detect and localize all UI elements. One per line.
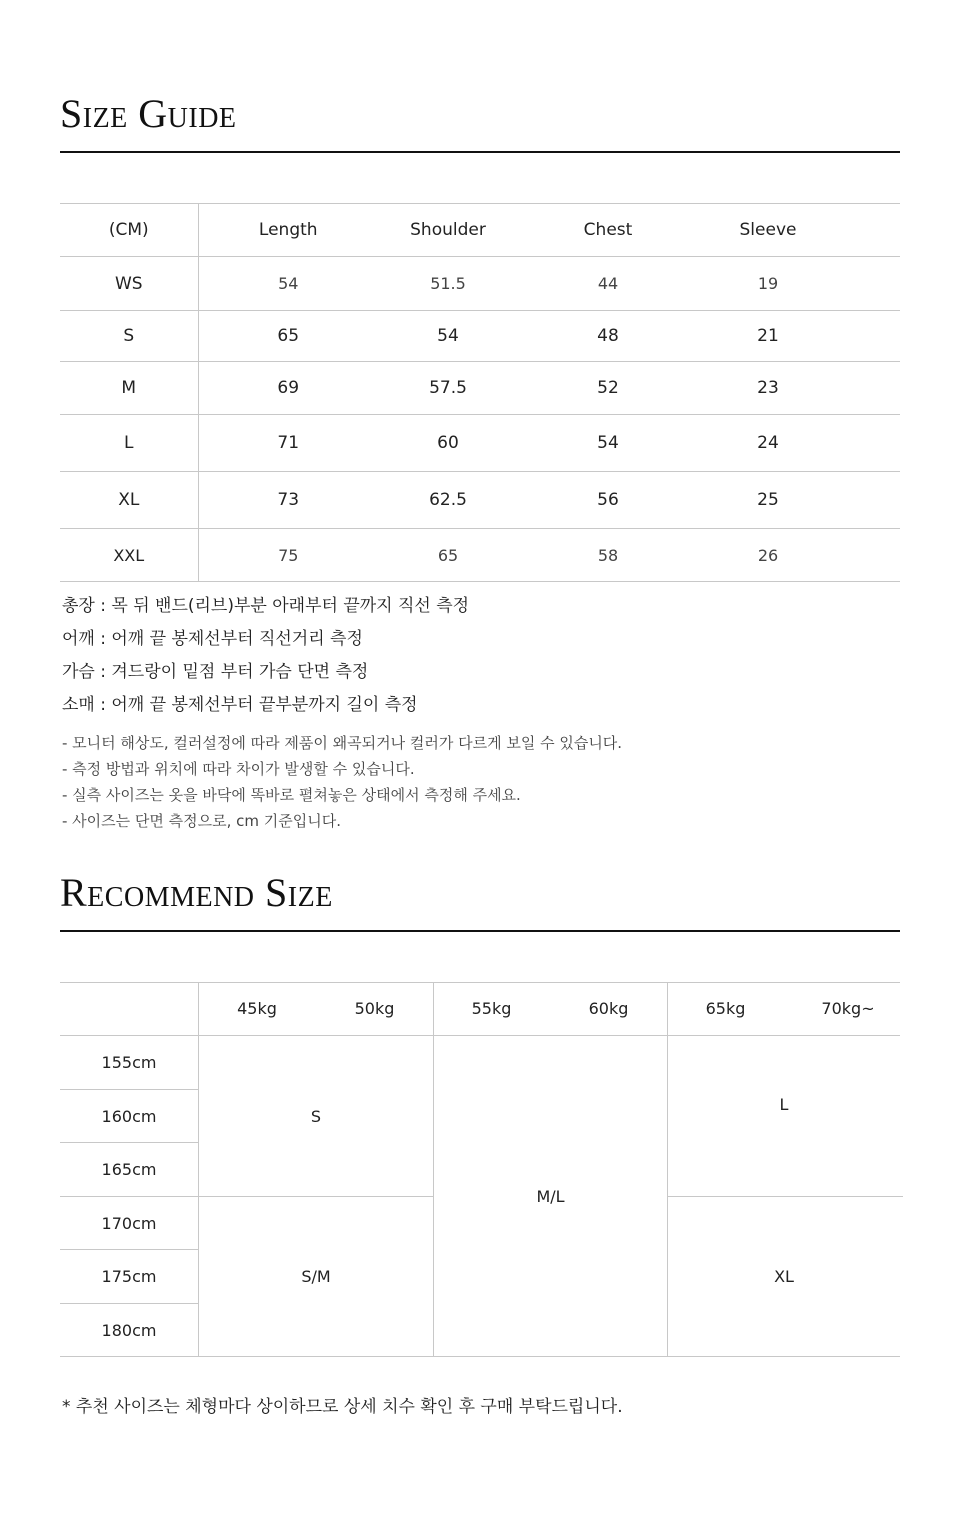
length-value: 54 [198,257,378,311]
sleeve-value: 24 [698,415,838,472]
unit-header: (CM) [60,204,198,257]
remarks [62,731,622,835]
recommend-size-m-l: M/L [536,1186,565,1206]
chest-value: 54 [518,415,698,472]
sleeve-value: 23 [698,362,838,415]
length-value: 65 [198,311,378,362]
size-guide-divider [60,151,900,153]
weight-header: 70kg~ [821,999,875,1018]
size-label: XL [60,472,198,529]
length-value: 75 [198,529,378,582]
remark-item: - 모니터 해상도, 컬러설정에 따라 제품이 왜곡되거나 컬러가 다르게 보일 수 있습니다. [62,734,623,752]
measurement-notes [62,592,469,724]
height-label: 165cm [101,1160,157,1179]
chest-header: Chest [518,204,698,257]
chest-value: 56 [518,472,698,529]
sleeve-value: 26 [698,529,838,582]
chest-value: 52 [518,362,698,415]
sleeve-header: Sleeve [698,204,838,257]
length-note: 총장 : 목 뒤 밴드(리브)부분 아래부터 끝까지 직선 측정 [62,596,470,616]
shoulder-value: 65 [378,529,518,582]
table-row [60,362,900,415]
length-header: Length [198,204,378,257]
weight-header: 45kg [237,999,277,1018]
shoulder-header: Shoulder [378,204,518,257]
recommend-size-s: S [310,1106,322,1126]
recommend-grid [60,982,900,1357]
recommend-size-title: Recommend Size [60,870,333,915]
sleeve-value: 21 [698,311,838,362]
size-guide-title: Size Guide [60,91,237,136]
chest-value: 58 [518,529,698,582]
remark-item: - 측정 방법과 위치에 따라 차이가 발생할 수 있습니다. [62,760,415,778]
size-table [60,203,900,582]
recommend-size-xl: XL [774,1267,794,1286]
length-value: 73 [198,472,378,529]
weight-header: 55kg [471,999,512,1018]
weight-header: 50kg [354,999,395,1018]
size-label: M [60,362,198,415]
height-label: 175cm [101,1267,157,1286]
sleeve-value: 25 [698,472,838,529]
recommend-size-s-m: S/M [301,1267,331,1286]
size-table-header-row [60,204,900,257]
table-row [60,415,900,472]
size-label: S [60,311,198,362]
shoulder-value: 54 [378,311,518,362]
weight-header: 60kg [588,999,629,1018]
size-label: L [60,415,198,472]
sleeve-note: 소매 : 어깨 끝 봉제선부터 끝부분까지 길이 측정 [62,695,418,715]
height-label: 170cm [101,1214,157,1233]
table-row [60,311,900,362]
length-value: 71 [198,415,378,472]
size-label: WS [60,257,198,311]
height-label: 180cm [101,1321,157,1340]
recommend-size-l: L [779,1094,789,1114]
sleeve-value: 19 [698,257,838,311]
length-value: 69 [198,362,378,415]
height-label: 160cm [101,1107,157,1126]
size-label: XXL [60,529,198,582]
remark-item: - 사이즈는 단면 측정으로, cm 기준입니다. [62,812,341,830]
table-row [60,529,900,582]
remark-item: - 실측 사이즈는 옷을 바닥에 똑바로 펼쳐놓은 상태에서 측정해 주세요. [62,786,521,804]
weight-header: 65kg [705,999,746,1018]
height-label: 155cm [101,1053,157,1072]
chest-value: 44 [518,257,698,311]
shoulder-value: 51.5 [378,257,518,311]
chest-note: 가슴 : 겨드랑이 밑점 부터 가슴 단면 측정 [62,662,369,682]
shoulder-value: 57.5 [378,362,518,415]
shoulder-value: 60 [378,415,518,472]
shoulder-value: 62.5 [378,472,518,529]
table-row [60,257,900,311]
recommend-size-divider [60,930,900,932]
table-row [60,472,900,529]
shoulder-note: 어깨 : 어깨 끝 봉제선부터 직선거리 측정 [62,629,363,649]
recommend-footnote: * 추천 사이즈는 체형마다 상이하므로 상세 치수 확인 후 구매 부탁드립니다. [62,1397,623,1417]
chest-value: 48 [518,311,698,362]
